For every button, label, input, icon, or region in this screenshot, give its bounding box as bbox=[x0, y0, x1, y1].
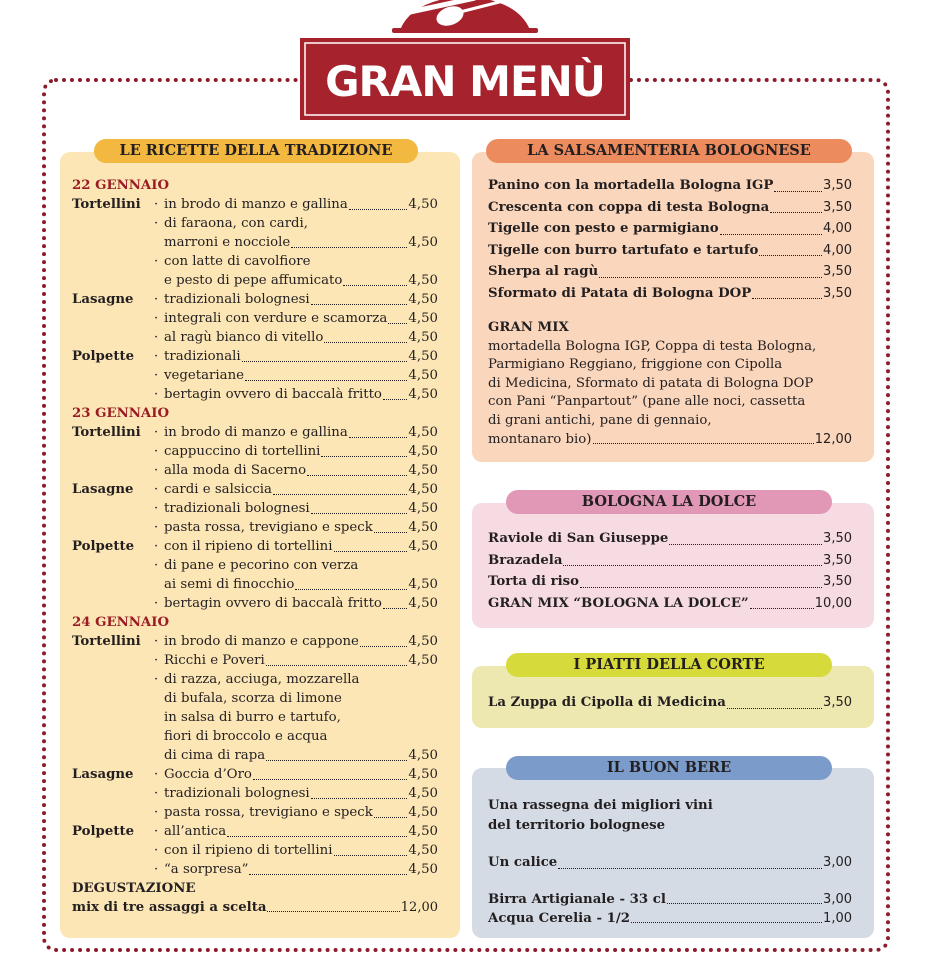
bullet-icon: · bbox=[154, 197, 159, 212]
bullet-icon: · bbox=[154, 368, 159, 383]
item-text: Goccia d’Oro bbox=[164, 767, 252, 782]
menu-item bbox=[488, 909, 852, 928]
item-desc bbox=[164, 518, 408, 537]
bullet-icon: · bbox=[154, 634, 159, 649]
item-price: 4,50 bbox=[408, 805, 438, 820]
item-text: di faraona, con cardi, bbox=[164, 216, 309, 231]
dish-group bbox=[72, 423, 438, 480]
dot-leader bbox=[720, 234, 822, 235]
item-price: 3,00 bbox=[823, 892, 852, 907]
menu-item bbox=[72, 898, 438, 917]
bullet-icon: · bbox=[154, 596, 159, 611]
item-price: 4,50 bbox=[408, 539, 438, 554]
dish-name: Lasagne bbox=[72, 767, 134, 782]
dot-leader bbox=[343, 285, 407, 286]
item-price: 4,50 bbox=[408, 197, 438, 212]
gran-mix-line: mortadella Bologna IGP, Coppa di testa Bologna, bbox=[488, 338, 817, 354]
item-text: alla moda di Sacerno bbox=[164, 463, 307, 478]
dolce-heading: BOLOGNA LA DOLCE bbox=[506, 490, 832, 514]
dot-leader bbox=[349, 437, 408, 438]
dish-name: Polpette bbox=[72, 824, 135, 839]
menu-item bbox=[154, 366, 438, 385]
bullet-icon: · bbox=[154, 425, 159, 440]
tradizione-heading: LE RICETTE DELLA TRADIZIONE bbox=[94, 139, 418, 163]
item-desc bbox=[164, 765, 408, 784]
item-text: in brodo di manzo e gallina bbox=[164, 425, 348, 440]
dot-leader bbox=[334, 855, 408, 856]
menu-item bbox=[154, 195, 438, 214]
item-desc bbox=[164, 461, 408, 480]
dot-leader bbox=[752, 298, 822, 299]
dot-leader bbox=[266, 665, 408, 666]
item-desc bbox=[164, 290, 408, 309]
dot-leader bbox=[759, 255, 822, 256]
bere-intro-line: del territorio bolognese bbox=[488, 818, 666, 833]
gran-mix-line: di Medicina, Sformato di patata di Bologna DOP bbox=[488, 375, 814, 391]
menu-item bbox=[488, 593, 852, 615]
item-price: 4,50 bbox=[408, 520, 438, 535]
dot-leader bbox=[227, 836, 407, 837]
dish-group bbox=[72, 195, 438, 290]
menu-item bbox=[154, 594, 438, 613]
item-text: al ragù bianco di vitello bbox=[164, 330, 324, 345]
item-text: cardi e salsiccia bbox=[164, 482, 272, 497]
item-name: Un calice bbox=[488, 855, 558, 870]
bullet-icon: · bbox=[154, 672, 159, 687]
item-text: marroni e nocciole bbox=[164, 235, 291, 250]
day-heading: 22 GENNAIO bbox=[72, 178, 170, 193]
item-desc bbox=[164, 195, 408, 214]
menu-item bbox=[488, 550, 852, 572]
bullet-icon: · bbox=[154, 767, 159, 782]
menu-item bbox=[488, 240, 852, 262]
dot-leader bbox=[383, 399, 407, 400]
item-desc bbox=[164, 347, 408, 366]
menu-item bbox=[154, 271, 438, 290]
dish-variants bbox=[154, 765, 438, 822]
degustazione-title: DEGUSTAZIONE bbox=[72, 881, 196, 896]
dot-leader bbox=[667, 903, 822, 904]
dish-variants bbox=[154, 423, 438, 480]
bullet-icon: · bbox=[154, 292, 159, 307]
item-desc bbox=[164, 651, 408, 670]
item-desc bbox=[164, 860, 408, 879]
item-price: 4,50 bbox=[408, 444, 438, 459]
item-text: integrali con verdure e scamorza bbox=[164, 311, 388, 326]
item-name: Raviole di San Giuseppe bbox=[488, 531, 669, 546]
item-price: 4,50 bbox=[408, 387, 438, 402]
dish-group bbox=[72, 632, 438, 765]
dot-leader bbox=[321, 456, 407, 457]
dish-name: Polpette bbox=[72, 539, 135, 554]
menu-item bbox=[154, 233, 438, 252]
item-text: fiori di broccolo e acqua bbox=[164, 729, 328, 744]
item-price: 4,50 bbox=[408, 273, 438, 288]
item-price: 3,50 bbox=[823, 264, 852, 279]
menu-item bbox=[154, 347, 438, 366]
dish-variants bbox=[154, 480, 438, 537]
menu-item bbox=[488, 218, 852, 240]
item-price: 10,00 bbox=[814, 595, 852, 611]
menu-item bbox=[154, 309, 438, 328]
dot-leader bbox=[249, 874, 407, 875]
bullet-icon: · bbox=[154, 862, 159, 877]
menu-item bbox=[154, 746, 438, 765]
dot-leader bbox=[245, 380, 407, 381]
menu-item bbox=[488, 571, 852, 593]
item-desc bbox=[164, 841, 408, 860]
dish-group bbox=[72, 537, 438, 613]
dish-variants bbox=[154, 632, 438, 765]
menu-item bbox=[154, 480, 438, 499]
item-price: 1,00 bbox=[823, 911, 852, 926]
item-price: 4,50 bbox=[408, 767, 438, 782]
item-price: 4,50 bbox=[408, 311, 438, 326]
menu-item bbox=[154, 803, 438, 822]
item-desc bbox=[164, 575, 408, 594]
item-price: 4,50 bbox=[408, 368, 438, 383]
item-price: 4,50 bbox=[408, 748, 438, 763]
dot-leader bbox=[334, 551, 408, 552]
bullet-icon: · bbox=[154, 311, 159, 326]
salsamenteria-list bbox=[488, 175, 852, 304]
bullet-icon: · bbox=[154, 444, 159, 459]
item-name: Acqua Cerelia - 1/2 bbox=[488, 911, 630, 926]
item-price: 3,50 bbox=[823, 531, 852, 546]
item-desc bbox=[164, 233, 408, 252]
bere-list bbox=[488, 890, 852, 928]
menu-item bbox=[488, 528, 852, 550]
item-text: di pane e pecorino con verza bbox=[164, 558, 359, 573]
item-desc bbox=[164, 423, 408, 442]
gran-mix-line: di grani antichi, pane di gennaio, bbox=[488, 412, 712, 428]
item-text: tradizionali bbox=[164, 349, 241, 364]
item-text: con il ripieno di tortellini bbox=[164, 843, 333, 858]
dot-leader bbox=[599, 277, 822, 278]
bullet-icon: · bbox=[154, 824, 159, 839]
item-desc bbox=[164, 537, 408, 556]
dot-leader bbox=[750, 608, 814, 609]
bullet-icon: · bbox=[154, 805, 159, 820]
menu-item bbox=[154, 651, 438, 670]
item-price: 4,50 bbox=[408, 330, 438, 345]
item-text: con il ripieno di tortellini bbox=[164, 539, 333, 554]
bullet-icon: · bbox=[154, 254, 159, 269]
bullet-icon: · bbox=[154, 349, 159, 364]
bullet-icon: · bbox=[154, 482, 159, 497]
bullet-icon: · bbox=[154, 387, 159, 402]
bullet-icon: · bbox=[154, 786, 159, 801]
dish-group bbox=[72, 765, 438, 822]
item-text: pasta rossa, trevigiano e speck bbox=[164, 805, 373, 820]
menu-item bbox=[154, 841, 438, 860]
menu-item bbox=[154, 290, 438, 309]
item-text: tradizionali bolognesi bbox=[164, 292, 310, 307]
corte-list bbox=[488, 692, 852, 714]
item-price: 4,50 bbox=[408, 786, 438, 801]
menu-item bbox=[154, 499, 438, 518]
item-name: Sformato di Patata di Bologna DOP bbox=[488, 285, 752, 301]
item-desc bbox=[164, 499, 408, 518]
dot-leader bbox=[360, 646, 407, 647]
dot-leader bbox=[311, 513, 408, 514]
dish-group bbox=[72, 822, 438, 879]
dish-variants bbox=[154, 347, 438, 404]
dot-leader bbox=[242, 361, 408, 362]
menu-item bbox=[154, 860, 438, 879]
dot-leader bbox=[311, 304, 408, 305]
item-text: pasta rossa, trevigiano e speck bbox=[164, 520, 373, 535]
item-price: 3,50 bbox=[823, 574, 852, 589]
item-desc bbox=[164, 442, 408, 461]
dot-leader bbox=[580, 587, 822, 588]
item-price: 3,50 bbox=[823, 695, 852, 710]
item-desc bbox=[164, 784, 408, 803]
item-text: in brodo di manzo e gallina bbox=[164, 197, 348, 212]
item-price: 12,00 bbox=[400, 900, 438, 915]
item-desc bbox=[164, 309, 408, 328]
dish-variants bbox=[154, 195, 438, 290]
bere-intro-line: Una rassegna dei migliori vini bbox=[488, 798, 713, 813]
bere-intro bbox=[488, 796, 852, 836]
item-price: 4,00 bbox=[823, 221, 852, 236]
item-price: 4,50 bbox=[408, 482, 438, 497]
dish-variants bbox=[154, 822, 438, 879]
menu-item bbox=[154, 784, 438, 803]
dish-group bbox=[72, 480, 438, 537]
item-text: tradizionali bolognesi bbox=[164, 501, 310, 516]
gran-mix-line: Parmigiano Reggiano, friggione con Cipolla bbox=[488, 357, 783, 373]
menu-item bbox=[154, 423, 438, 442]
item-desc bbox=[164, 822, 408, 841]
tradizione-list bbox=[72, 176, 438, 917]
dot-leader bbox=[388, 323, 407, 324]
item-text: in brodo di manzo e cappone bbox=[164, 634, 359, 649]
item-desc bbox=[164, 366, 408, 385]
dot-leader bbox=[273, 494, 407, 495]
menu-item bbox=[154, 822, 438, 841]
item-text: di cima di rapa bbox=[164, 748, 266, 763]
item-price: 4,50 bbox=[408, 349, 438, 364]
dot-leader bbox=[374, 532, 408, 533]
item-price: 4,50 bbox=[408, 824, 438, 839]
dolce-list bbox=[488, 528, 852, 614]
item-text: in salsa di burro e tartufo, bbox=[164, 710, 341, 725]
menu-item bbox=[488, 890, 852, 909]
item-name: Tigelle con pesto e parmigiano bbox=[488, 221, 719, 236]
menu-item bbox=[154, 518, 438, 537]
menu-item bbox=[154, 670, 438, 689]
item-price: 4,50 bbox=[408, 843, 438, 858]
menu-item bbox=[488, 283, 852, 305]
item-desc bbox=[164, 385, 408, 404]
menu-item bbox=[488, 197, 852, 219]
item-price: 3,50 bbox=[823, 178, 852, 193]
dot-leader bbox=[324, 342, 407, 343]
item-text: Ricchi e Poveri bbox=[164, 653, 265, 668]
item-text: e pesto di pepe affumicato bbox=[164, 273, 343, 288]
item-price: 3,00 bbox=[823, 855, 852, 870]
item-price: 12,00 bbox=[814, 431, 852, 447]
corte-heading: I PIATTI DELLA CORTE bbox=[506, 653, 832, 677]
item-name: Panino con la mortadella Bologna IGP bbox=[488, 178, 774, 193]
item-price: 4,50 bbox=[408, 463, 438, 478]
dot-leader bbox=[383, 608, 407, 609]
menu-item bbox=[488, 852, 852, 874]
dot-leader bbox=[266, 760, 407, 761]
day-heading: 24 GENNAIO bbox=[72, 615, 170, 630]
bere-calice bbox=[488, 852, 852, 874]
menu-item bbox=[154, 214, 438, 233]
menu-logo bbox=[300, 0, 630, 120]
dot-leader bbox=[727, 708, 822, 709]
bullet-icon: · bbox=[154, 216, 159, 231]
dish-name: Polpette bbox=[72, 349, 135, 364]
item-desc bbox=[164, 594, 408, 613]
dot-leader bbox=[311, 798, 408, 799]
item-name: Tigelle con burro tartufato e tartufo bbox=[488, 242, 759, 258]
gran-mix-title: GRAN MIX bbox=[488, 320, 569, 335]
item-price: 3,50 bbox=[823, 552, 852, 568]
dish-name: Tortellini bbox=[72, 425, 141, 440]
item-text: cappuccino di tortellini bbox=[164, 444, 321, 459]
item-price: 4,50 bbox=[408, 653, 438, 668]
item-text: vegetariane bbox=[164, 368, 245, 383]
menu-item bbox=[154, 632, 438, 651]
item-price: 4,50 bbox=[408, 425, 438, 440]
menu-item bbox=[488, 175, 852, 197]
bullet-icon: · bbox=[154, 843, 159, 858]
item-text: ai semi di finocchio bbox=[164, 577, 295, 592]
item-text: “a sorpresa” bbox=[164, 862, 249, 877]
item-price: 4,50 bbox=[408, 235, 438, 250]
dot-leader bbox=[291, 247, 407, 248]
item-price: 4,50 bbox=[408, 596, 438, 611]
dish-group bbox=[72, 290, 438, 347]
item-text: bertagin ovvero di baccalà fritto bbox=[164, 387, 382, 402]
item-text: di bufala, scorza di limone bbox=[164, 691, 342, 706]
item-desc bbox=[164, 328, 408, 347]
item-text: bertagin ovvero di baccalà fritto bbox=[164, 596, 382, 611]
bullet-icon: · bbox=[154, 501, 159, 516]
menu-item bbox=[154, 765, 438, 784]
menu-item bbox=[154, 556, 438, 575]
dish-name: Lasagne bbox=[72, 482, 134, 497]
item-desc bbox=[164, 480, 408, 499]
menu-item bbox=[154, 575, 438, 594]
item-price: 4,50 bbox=[408, 634, 438, 649]
menu-item bbox=[154, 537, 438, 556]
dish-name: Tortellini bbox=[72, 634, 141, 649]
dot-leader bbox=[774, 191, 822, 192]
item-price: 3,50 bbox=[823, 285, 852, 301]
item-price: 4,50 bbox=[408, 501, 438, 516]
item-desc bbox=[164, 746, 408, 765]
item-text: di razza, acciuga, mozzarella bbox=[164, 672, 360, 687]
item-text: con latte di cavolfiore bbox=[164, 254, 311, 269]
dot-leader bbox=[253, 779, 407, 780]
menu-item bbox=[488, 431, 852, 450]
item-price: 4,00 bbox=[823, 242, 852, 258]
item-price: 4,50 bbox=[408, 292, 438, 307]
menu-item bbox=[154, 442, 438, 461]
item-name: mix di tre assaggi a scelta bbox=[72, 900, 267, 915]
bullet-icon: · bbox=[154, 558, 159, 573]
item-price: 4,50 bbox=[408, 862, 438, 877]
dot-leader bbox=[669, 544, 822, 545]
menu-item bbox=[154, 252, 438, 271]
dot-leader bbox=[770, 212, 822, 213]
dot-leader bbox=[267, 911, 399, 912]
dot-leader bbox=[558, 868, 822, 869]
item-name: GRAN MIX “BOLOGNA LA DOLCE” bbox=[488, 595, 749, 611]
menu-item bbox=[154, 461, 438, 480]
item-price: 3,50 bbox=[823, 199, 852, 215]
item-text: all’antica bbox=[164, 824, 227, 839]
bullet-icon: · bbox=[154, 330, 159, 345]
menu-title: GRAN MENÙ bbox=[325, 57, 605, 106]
menu-item bbox=[154, 385, 438, 404]
menu-item bbox=[488, 692, 852, 714]
dish-group bbox=[72, 347, 438, 404]
gran-mix-line: con Pani “Panpartout” (pane alle noci, cassetta bbox=[488, 394, 806, 410]
item-desc bbox=[164, 803, 408, 822]
item-name: Crescenta con coppa di testa Bologna bbox=[488, 199, 770, 215]
item-name: Sherpa al ragù bbox=[488, 264, 599, 279]
dot-leader bbox=[307, 475, 407, 476]
dish-variants bbox=[154, 537, 438, 613]
bullet-icon: · bbox=[154, 463, 159, 478]
dish-variants bbox=[154, 290, 438, 347]
dot-leader bbox=[631, 922, 822, 923]
dot-leader bbox=[593, 443, 814, 444]
bullet-icon: · bbox=[154, 653, 159, 668]
dish-name: Tortellini bbox=[72, 197, 141, 212]
item-name: Brazadela bbox=[488, 552, 563, 568]
item-desc bbox=[164, 271, 408, 290]
bere-heading: IL BUON BERE bbox=[506, 756, 832, 780]
dot-leader bbox=[295, 589, 407, 590]
bullet-icon: · bbox=[154, 520, 159, 535]
dish-name: Lasagne bbox=[72, 292, 134, 307]
item-price: 4,50 bbox=[408, 577, 438, 592]
item-name: Torta di riso bbox=[488, 574, 580, 589]
gran-mix bbox=[488, 319, 852, 449]
item-name: La Zuppa di Cipolla di Medicina bbox=[488, 695, 726, 710]
item-name: Birra Artigianale - 33 cl bbox=[488, 892, 666, 907]
bullet-icon: · bbox=[154, 539, 159, 554]
day-heading: 23 GENNAIO bbox=[72, 406, 170, 421]
dot-leader bbox=[349, 209, 408, 210]
menu-item bbox=[488, 261, 852, 283]
item-text: tradizionali bolognesi bbox=[164, 786, 310, 801]
item-name: montanaro bio) bbox=[488, 431, 592, 447]
dot-leader bbox=[563, 565, 822, 566]
menu-item bbox=[154, 328, 438, 347]
dot-leader bbox=[374, 817, 408, 818]
salsamenteria-heading: LA SALSAMENTERIA BOLOGNESE bbox=[486, 139, 852, 163]
item-desc bbox=[164, 632, 408, 651]
